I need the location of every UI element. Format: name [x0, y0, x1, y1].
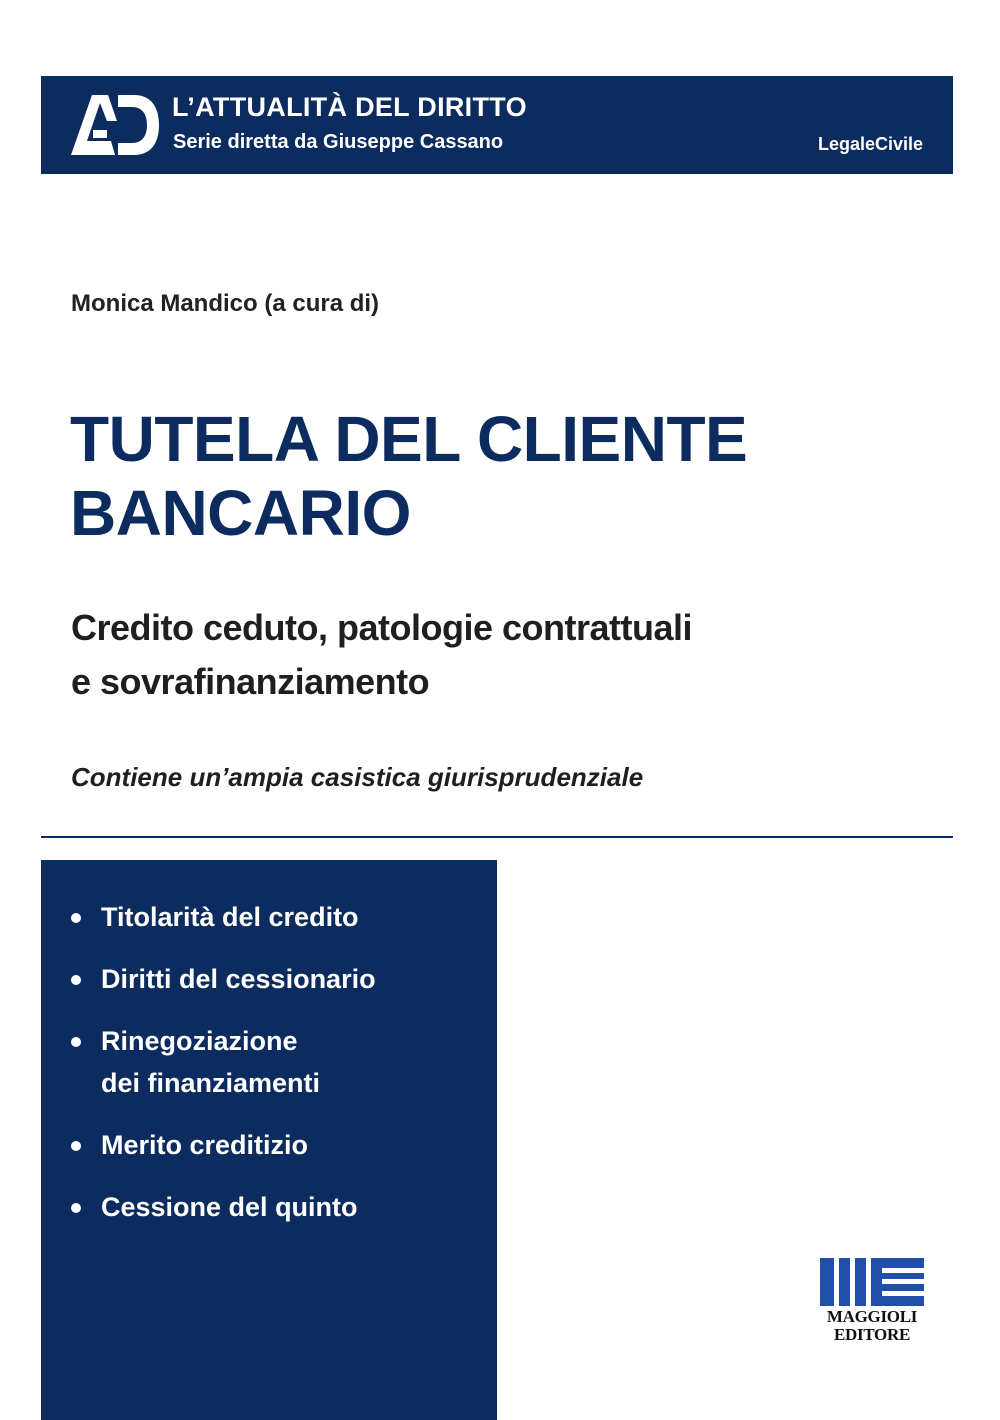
topics-list: [71, 896, 481, 1248]
publisher-logo: [820, 1258, 924, 1348]
book-author: Monica Mandico (a cura di): [71, 290, 380, 317]
book-title: [70, 402, 747, 550]
bullet-icon: [71, 913, 81, 923]
publisher-mark-icon: [820, 1258, 924, 1306]
topic-label: Diritti del cessionario: [101, 964, 376, 994]
book-tagline: Contiene un’ampia casistica giurisprudenziale: [71, 762, 644, 792]
bullet-icon: [71, 1203, 81, 1213]
book-subtitle-line: e sovrafinanziamento: [71, 661, 430, 702]
series-title: L’ATTUALITÀ DEL DIRITTO: [172, 92, 527, 122]
bullet-icon: [71, 1141, 81, 1151]
bullet-icon: [71, 1037, 81, 1047]
series-category: LegaleCivile: [817, 134, 923, 154]
divider: [41, 836, 953, 838]
series-editor: Serie diretta da Giuseppe Cassano: [173, 131, 504, 153]
topic-item: [71, 1124, 481, 1166]
publisher-name: [820, 1308, 924, 1344]
book-subtitle-line: Credito ceduto, patologie contrattuali: [71, 607, 693, 648]
topics-panel: [41, 860, 497, 1420]
series-header: [41, 76, 953, 174]
series-logo: [71, 95, 159, 155]
publisher-name-line: MAGGIOLI: [826, 1307, 918, 1326]
topic-label-continued: dei finanziamenti: [101, 1068, 321, 1098]
publisher-name-line: EDITORE: [833, 1325, 910, 1344]
topic-item: [71, 1020, 481, 1104]
topic-item: [71, 958, 481, 1000]
topic-item: [71, 1186, 481, 1228]
book-subtitle: [71, 601, 692, 709]
book-title-line: TUTELA DEL CLIENTE: [70, 403, 748, 475]
topic-label: Rinegoziazione: [101, 1026, 298, 1056]
topic-label: Merito creditizio: [101, 1130, 309, 1160]
topic-item: [71, 896, 481, 938]
book-title-line: BANCARIO: [70, 477, 411, 549]
bullet-icon: [71, 975, 81, 985]
topic-label: Cessione del quinto: [101, 1192, 358, 1222]
topic-label: Titolarità del credito: [101, 902, 359, 932]
